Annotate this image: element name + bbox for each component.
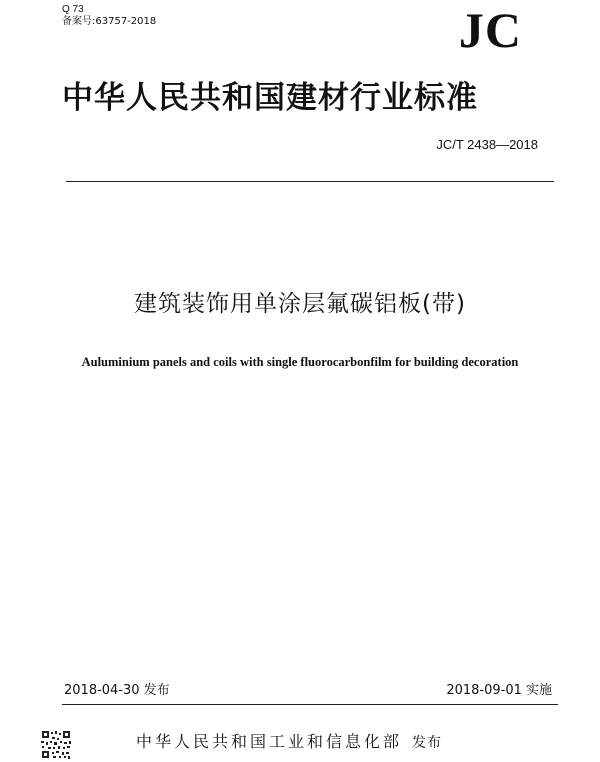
standard-number: JC/T 2438—2018 bbox=[436, 137, 538, 152]
bottom-divider bbox=[62, 704, 558, 705]
publisher bbox=[136, 732, 442, 753]
industry-standard-title: 中华人民共和国建材行业标准 bbox=[62, 80, 478, 116]
document-title-chinese: 建筑装饰用单涂层氟碳铝板(带) bbox=[134, 291, 466, 317]
qr-code-icon bbox=[36, 727, 76, 762]
issue-date: 2018-04-30 发布 bbox=[64, 683, 170, 698]
publisher-action: 发布 bbox=[412, 735, 443, 751]
top-divider bbox=[66, 181, 554, 182]
record-number: 备案号:63757-2018 bbox=[62, 16, 157, 27]
classification-code: Q 73 bbox=[62, 4, 84, 15]
document-title-english: Auluminium panels and coils with single fluorocarbonfilm for building decoration bbox=[81, 355, 519, 369]
implementation-date: 2018-09-01 实施 bbox=[446, 683, 552, 698]
standard-mark: JC bbox=[458, 2, 522, 58]
publisher-name: 中华人民共和国工业和信息化部 bbox=[136, 732, 403, 751]
